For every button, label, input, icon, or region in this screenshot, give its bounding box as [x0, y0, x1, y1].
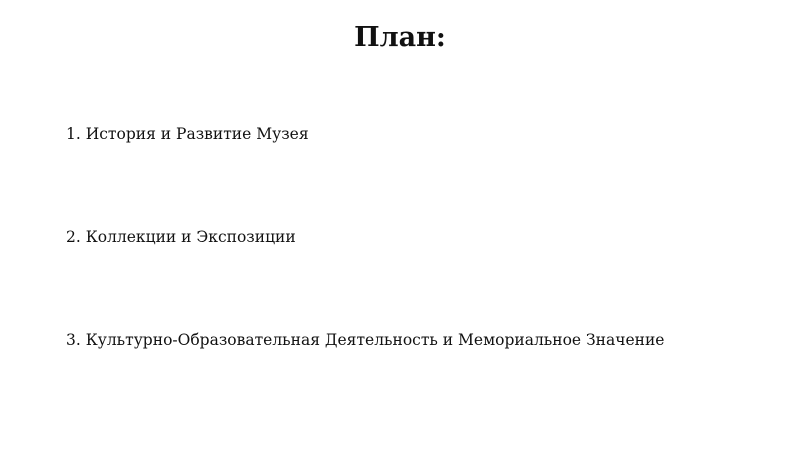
plan-item-history: 1. История и Развитие Музея — [66, 125, 309, 143]
plan-item-collections: 2. Коллекции и Экспозиции — [66, 228, 296, 246]
plan-item-cultural-activity: 3. Культурно-Образовательная Деятельность и Мемориальное Значение — [66, 331, 665, 349]
slide-title: План: — [354, 22, 446, 53]
